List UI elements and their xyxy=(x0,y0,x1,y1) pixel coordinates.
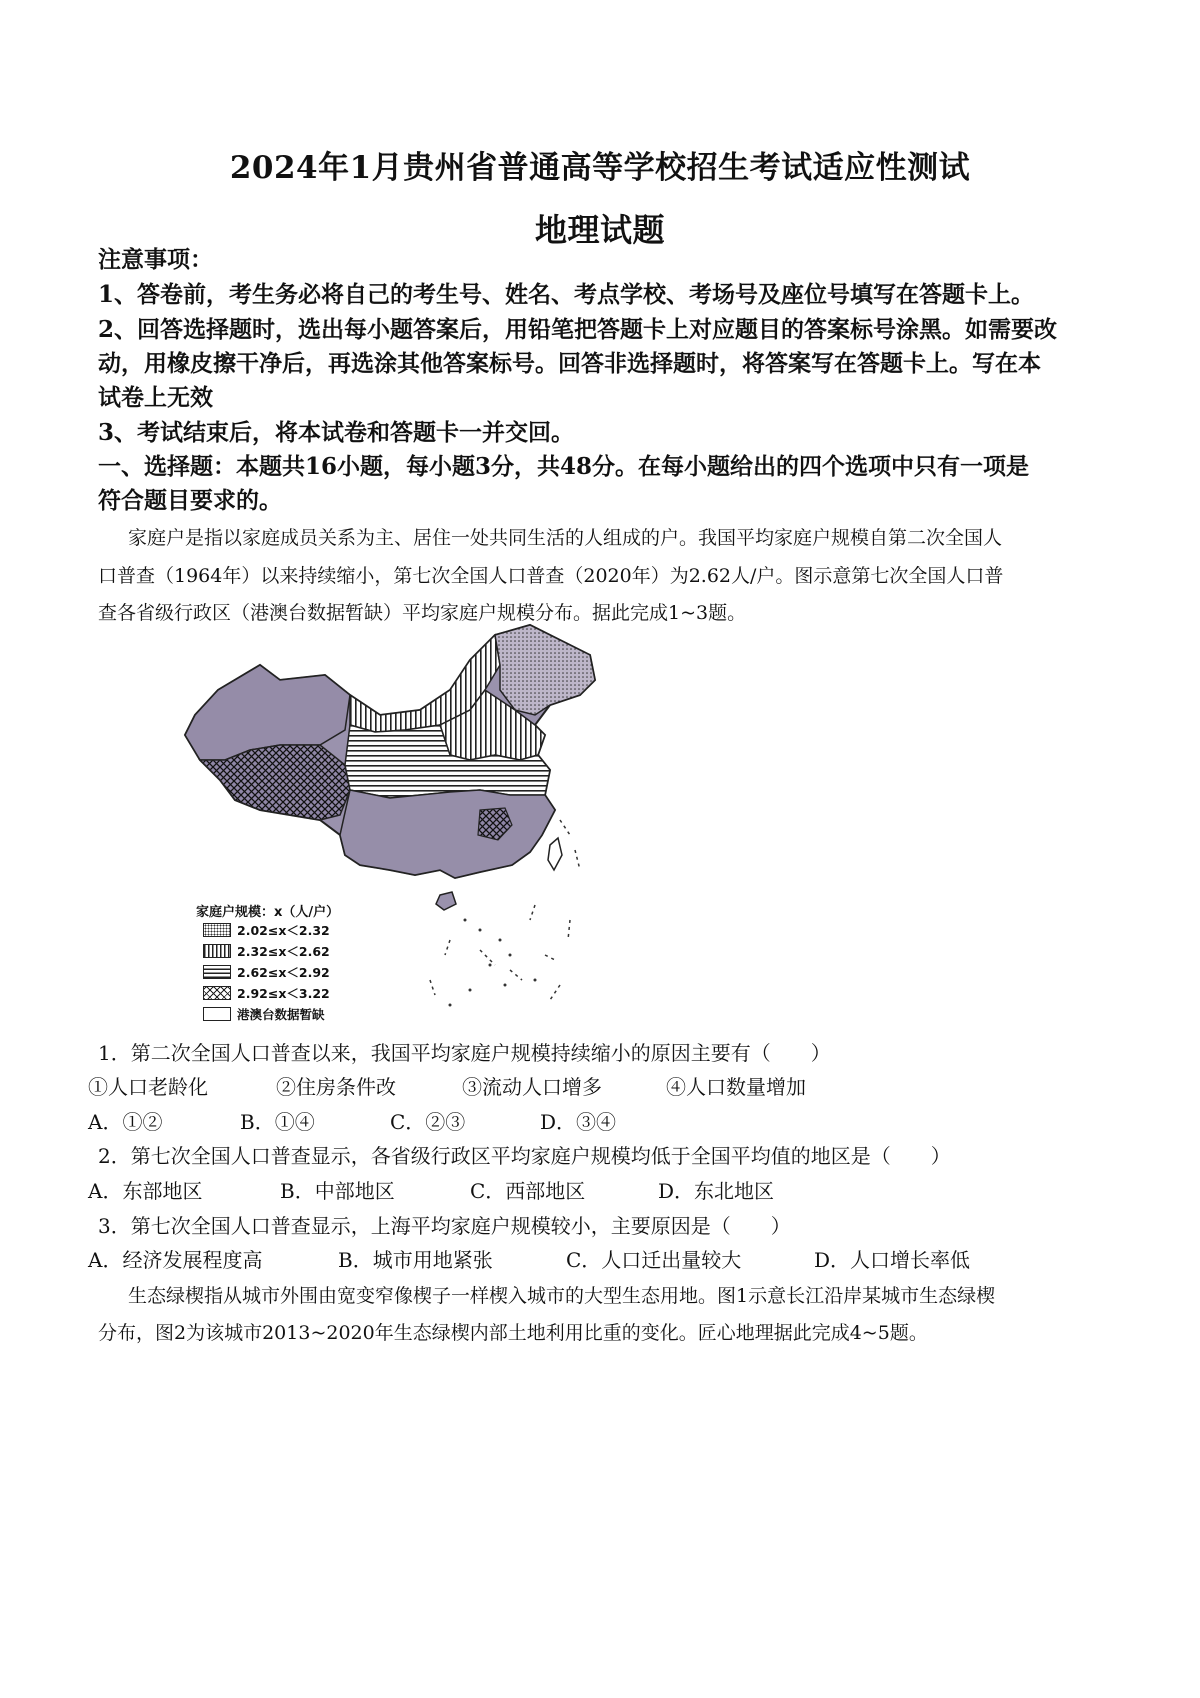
q1-statement: ④人口数量增加 xyxy=(666,1075,806,1099)
dots-swatch xyxy=(203,923,231,937)
notice-heading: 注意事项： xyxy=(98,246,213,273)
question-1-stem: 1．第二次全国人口普查以来，我国平均家庭户规模持续缩小的原因主要有（ ） xyxy=(98,1041,831,1065)
q3-option-d[interactable]: D．人口增长率低 xyxy=(814,1248,971,1272)
legend-item xyxy=(203,922,330,938)
q1-option-d[interactable]: D．③④ xyxy=(540,1110,617,1134)
legend-label: 港澳台数据暂缺 xyxy=(237,1007,325,1022)
notice-item: 2、回答选择题时，选出每小题答案后，用铅笔把答题卡上对应题目的答案标号涂黑。如需要改 xyxy=(98,316,1058,343)
legend-label: 2.32≤x＜2.62 xyxy=(237,944,330,959)
q2-option-d[interactable]: D．东北地区 xyxy=(658,1179,775,1203)
question-2-stem: 2．第七次全国人口普查显示，各省级行政区平均家庭户规模均低于全国平均值的地区是（ ） xyxy=(98,1144,951,1168)
crosshatch-swatch xyxy=(203,986,231,1000)
passage-line: 分布，图2为该城市2013~2020年生态绿楔内部土地利用比重的变化。匠心地理据此完成4~5题。 xyxy=(98,1322,928,1344)
exam-subtitle: 地理试题 xyxy=(534,211,665,249)
legend-label: 2.02≤x＜2.32 xyxy=(237,923,330,938)
question-3-stem: 3．第七次全国人口普查显示，上海平均家庭户规模较小，主要原因是（ ） xyxy=(98,1214,791,1238)
exam-title: 2024年1月贵州省普通高等学校招生考试适应性测试 xyxy=(229,150,971,186)
blank-swatch xyxy=(203,1007,231,1021)
legend-item xyxy=(203,964,330,980)
q2-option-a[interactable]: A．东部地区 xyxy=(88,1179,203,1203)
q1-statement: ①人口老龄化 xyxy=(88,1075,208,1099)
legend-item xyxy=(203,985,330,1001)
legend-item xyxy=(203,1006,325,1022)
passage-line: 家庭户是指以家庭成员关系为主、居住一处共同生活的人组成的户。我国平均家庭户规模自第二次全国人 xyxy=(128,527,1003,549)
passage-line: 生态绿楔指从城市外围由宽变窄像楔子一样楔入城市的大型生态用地。图1示意长江沿岸某城市生态绿楔 xyxy=(128,1285,996,1307)
q3-option-b[interactable]: B．城市用地紧张 xyxy=(338,1248,493,1272)
q1-statement: ②住房条件改 xyxy=(276,1075,396,1099)
q2-option-c[interactable]: C．西部地区 xyxy=(470,1179,586,1203)
q2-option-b[interactable]: B．中部地区 xyxy=(280,1179,395,1203)
legend-label: 2.62≤x＜2.92 xyxy=(237,965,330,980)
notice-item: 试卷上无效 xyxy=(98,384,213,411)
passage-line: 查各省级行政区（港澳台数据暂缺）平均家庭户规模分布。据此完成1~3题。 xyxy=(98,602,747,624)
notice-item: 3、考试结束后，将本试卷和答题卡一并交回。 xyxy=(98,419,575,446)
map-legend-title: 家庭户规模：x（人/户） xyxy=(196,905,340,920)
q1-option-b[interactable]: B．①④ xyxy=(240,1110,315,1134)
vertical-lines-swatch xyxy=(203,944,231,958)
q3-option-a[interactable]: A．经济发展程度高 xyxy=(88,1248,263,1272)
section-heading: 一、选择题：本题共16小题，每小题3分，共48分。在每小题给出的四个选项中只有一项是 xyxy=(98,453,1030,480)
section-heading: 符合题目要求的。 xyxy=(98,487,282,514)
q3-option-c[interactable]: C．人口迁出量较大 xyxy=(566,1248,742,1272)
legend-item xyxy=(203,943,330,959)
q1-option-c[interactable]: C．②③ xyxy=(390,1110,466,1134)
q1-statement: ③流动人口增多 xyxy=(462,1075,602,1099)
legend-label: 2.92≤x＜3.22 xyxy=(237,986,330,1001)
notice-item: 动，用橡皮擦干净后，再选涂其他答案标号。回答非选择题时，将答案写在答题卡上。写在本 xyxy=(98,350,1041,377)
notice-item: 1、答卷前，考生务必将自己的考生号、姓名、考点学校、考场号及座位号填写在答题卡上。 xyxy=(98,281,1035,308)
passage-line: 口普查（1964年）以来持续缩小，第七次全国人口普查（2020年）为2.62人/户。图示意第七次全国人口普 xyxy=(98,565,1004,587)
horizontal-lines-swatch xyxy=(203,965,231,979)
q1-option-a[interactable]: A．①② xyxy=(88,1110,163,1134)
